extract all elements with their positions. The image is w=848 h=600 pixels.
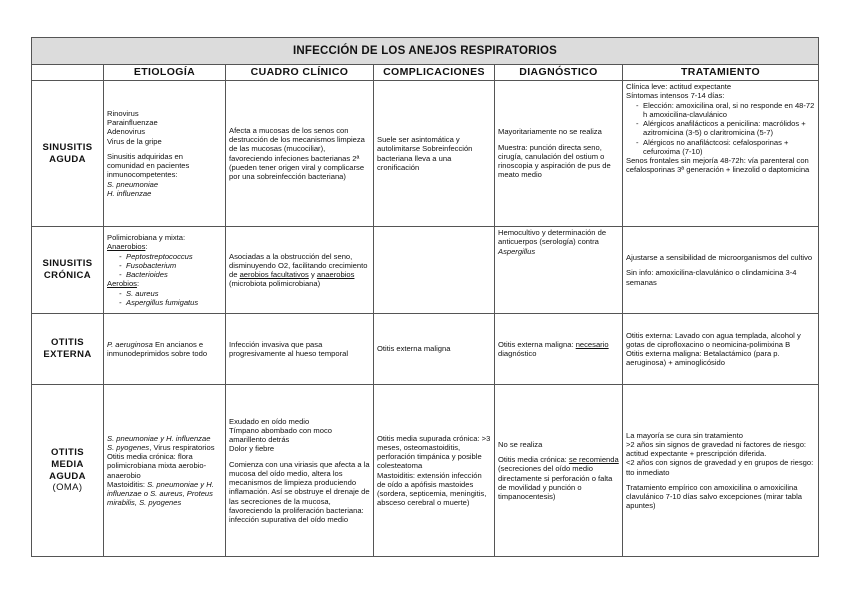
header-diagnostico: DIAGNÓSTICO (495, 65, 623, 81)
cell-etiologia: P. aeruginosa En ancianos e inmunodeprimidos sobre todo (104, 314, 226, 385)
cell-diagnostico: No se realiza Otitis media crónica: se recomienda (secreciones del oído medio directamente si perforación o falta de movilidad y punción o timpanocentesis) (495, 385, 623, 557)
header-etiologia: ETIOLOGÍA (104, 65, 226, 81)
row-sinusitis-aguda (32, 81, 819, 227)
cell-tratamiento: La mayoría se cura sin tratamiento >2 años sin signos de gravedad ni factores de riesgo: actitud expectante + prescripción diferida. <2 años con signos de gravedad y en grupos de riesgo: tto inmediato Tratamiento empírico con amoxicilina o amoxicilina clavulánico 7-10 días salvo excepciones (mirar tabla apuntes) (623, 385, 819, 557)
cell-cuadro-clinico: Exudado en oído medio Tímpano abombado con moco amarillento detrás Dolor y fiebre Comienza con una viriasis que afecta a la mucosa del oído medio, altera los mecanismos de limpieza produciendo inflamación. Así se obstruye el drenaje de las secreciones de la mucosa, favoreciendo la proliferación bacteriana: infección supurativa del oído medio (226, 385, 374, 557)
cell-complicaciones: Suele ser asintomática y autolimitarse Sobreinfección bacteriana lleva a una cronificación (374, 81, 495, 227)
cell-etiologia: S. pneumoniae y H. influenzae S. pyogenes, Virus respiratorios Otitis media crónica: flora polimicrobiana mixta aerobio-anaerobio Mastoiditis: S. pneumoniae y H. influenzae o S. aureus, Proteus mirabilis, S. pyogenes (104, 385, 226, 557)
header-complicaciones: COMPLICACIONES (374, 65, 495, 81)
cell-diagnostico: Otitis externa maligna: necesario diagnóstico (495, 314, 623, 385)
row-label-otitis-media: OTITIS MEDIA AGUDA (OMA) (32, 385, 104, 557)
header-tratamiento: TRATAMIENTO (623, 65, 819, 81)
cell-diagnostico: Mayoritariamente no se realiza Muestra: punción directa seno, cirugía, canulación del ostium o rinoscopia y aspiración de pus de meato medio (495, 81, 623, 227)
cell-cuadro-clinico: Infección invasiva que pasa progresivamente al hueso temporal (226, 314, 374, 385)
cell-tratamiento: Otitis externa: Lavado con agua templada, alcohol y gotas de ciprofloxacino o neomicina-polimixina B Otitis externa maligna: Betalactámico (para p. aeruginosa) + aminoglicósido (623, 314, 819, 385)
cell-cuadro-clinico: Asociadas a la obstrucción del seno, disminuyendo O2, facilitando crecimiento de aerobios facultativos y anaerobios (microbiota polimicrobiana) (226, 227, 374, 314)
row-label-sinusitis-cronica: SINUSITIS CRÓNICA (32, 227, 104, 314)
cell-cuadro-clinico: Afecta a mucosas de los senos con destrucción de los mecanismos limpieza de las mucosas (mucociliar), favoreciendo infeciones bacterianas 2ª (pueden tener origen viral y complicarse por una sobreinfección bacteriana) (226, 81, 374, 227)
cell-tratamiento: Clínica leve: actitud expectante Síntomas intensos 7-14 días: - Elección: amoxicilina oral, si no responde en 48-72 h amoxicilina-clavulánico - Alérgicos anafilácticos a penicilina: macrólidos + azitromicina (3-5) o claritromicina (5-7) - Alérgicos no anafiláctcosi: cefalosporinas + cefuroxima (7-10) Senos frontales sin mejoría 48-72h: vía parenteral con cefalosporinas 3ª generación + linezolid o daptomicina (623, 81, 819, 227)
cell-diagnostico: Hemocultivo y determinación de anticuerpos (serología) contra Aspergillus (495, 227, 623, 314)
row-sinusitis-cronica (32, 227, 819, 314)
table-title: INFECCIÓN DE LOS ANEJOS RESPIRATORIOS (32, 38, 819, 65)
respiratory-infections-table (31, 37, 819, 557)
cell-etiologia: Rinovirus Parainfluenzae Adenovirus Virus de la gripe Sinusitis adquiridas en comunidad en pacientes inmunocompetentes: S. pneumoniae H. influenzae (104, 81, 226, 227)
row-otitis-media-aguda (32, 385, 819, 557)
header-empty (32, 65, 104, 81)
cell-complicaciones: Otitis externa maligna (374, 314, 495, 385)
row-label-sinusitis-aguda: SINUSITIS AGUDA (32, 81, 104, 227)
cell-tratamiento: Ajustarse a sensibilidad de microorganismos del cultivo Sin info: amoxicilina-clavulánico o clindamicina 3-4 semanas (623, 227, 819, 314)
cell-complicaciones (374, 227, 495, 314)
row-label-otitis-externa: OTITIS EXTERNA (32, 314, 104, 385)
header-cuadro-clinico: CUADRO CLÍNICO (226, 65, 374, 81)
cell-complicaciones: Otitis media supurada crónica: >3 meses, osteomastoiditis, perforación timpánica y posible colesteatoma Mastoiditis: extensión infección de oído a apófisis mastoides (sordera, septicemia, meningitis, absceso cerebral o muerte) (374, 385, 495, 557)
row-otitis-externa (32, 314, 819, 385)
cell-etiologia: Polimicrobiana y mixta: Anaerobios: - Peptostreptococcus - Fusobacterium - Bacterioides Aerobios: - S. aureus - Aspergillus fumigatus (104, 227, 226, 314)
